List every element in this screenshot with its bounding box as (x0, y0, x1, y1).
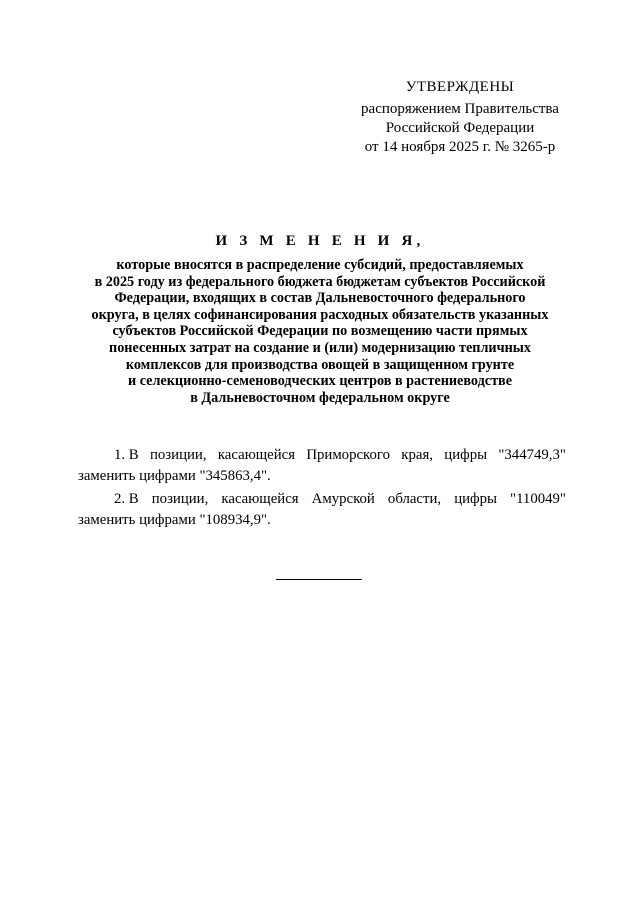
amendment-second-line: заменить цифрами "345863,4". (78, 468, 271, 484)
amendment-word: области, (387, 491, 442, 507)
amendment-word: цифры (444, 447, 488, 463)
approval-line: Российской Федерации (385, 120, 535, 136)
amendment-word: Амурской (311, 491, 375, 507)
subtitle-line: в 2025 году из федерального бюджета бюджетам субъектов Российской (94, 273, 546, 290)
approval-line: от 14 ноября 2025 г. № 3265-р (364, 139, 556, 155)
subtitle-line: округа, в целях софинансирования расходных обязательств указанных (91, 306, 549, 323)
amendment-word: края, (401, 447, 433, 463)
amendment-first-line (78, 489, 566, 510)
document-heading (66, 232, 574, 406)
approval-line: распоряжением Правительства (361, 101, 559, 117)
approval-title: УТВЕРЖДЕНЫ (405, 79, 515, 95)
amendment-word: "110049" (510, 491, 566, 507)
amendment-word: цифры (454, 491, 497, 507)
subtitle-line: субъектов Российской Федерации по возмещению части прямых (112, 323, 528, 340)
approval-stamp (340, 78, 580, 157)
subtitle-line: в Дальневосточном федеральном округе (190, 389, 450, 406)
closing-rule (276, 579, 362, 580)
amendment-word: 1. В (114, 447, 139, 463)
amendment-second-line: заменить цифрами "108934,9". (78, 512, 271, 528)
amendment-item (78, 445, 566, 487)
amendment-item (78, 489, 566, 531)
document-subtitle (66, 257, 574, 406)
amendment-word: касающейся (221, 491, 299, 507)
amendment-first-line (78, 445, 566, 466)
amendment-word: позиции, (149, 447, 207, 463)
subtitle-line: которые вносятся в распределение субсидий, предоставляемых (116, 257, 524, 273)
amendment-word: "344749,3" (498, 447, 566, 463)
document-title: И З М Е Н Е Н И Я, (215, 233, 425, 249)
subtitle-line: и селекционно-семеноводческих центров в растениеводстве (127, 373, 513, 390)
amendment-list (78, 445, 566, 533)
subtitle-line: Федерации, входящих в состав Дальневосточного федерального (114, 290, 526, 307)
amendment-word: позиции, (151, 491, 209, 507)
amendment-word: 2. В (114, 491, 139, 507)
subtitle-line: понесенных затрат на создание и (или) модернизацию тепличных (109, 339, 531, 356)
amendment-word: Приморского (306, 447, 390, 463)
amendment-word: касающейся (217, 447, 295, 463)
subtitle-line: комплексов для производства овощей в защищенном грунте (125, 356, 515, 373)
